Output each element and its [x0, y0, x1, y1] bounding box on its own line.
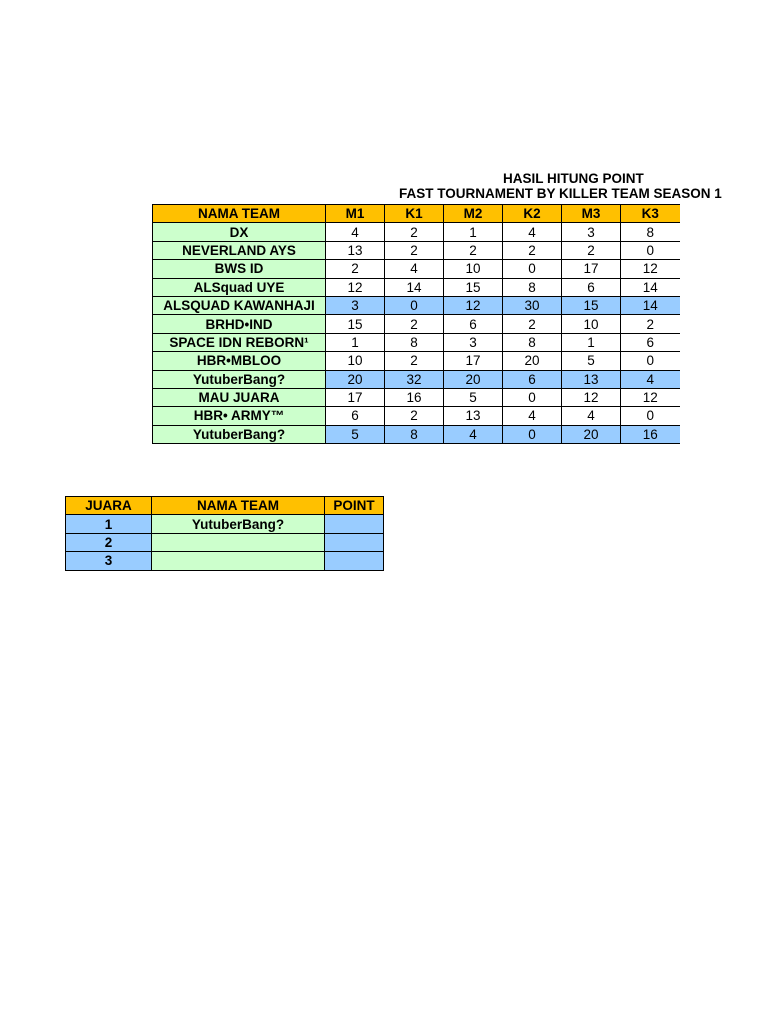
score-cell[interactable]: 5 [562, 352, 621, 370]
rank-cell[interactable]: 1 [66, 515, 152, 533]
score-cell[interactable]: 2 [385, 315, 444, 333]
score-cell[interactable]: 0 [503, 388, 562, 406]
header-juara[interactable]: JUARA [66, 497, 152, 515]
score-cell[interactable]: 13 [326, 241, 385, 259]
score-cell[interactable]: 8 [385, 333, 444, 351]
score-cell[interactable]: 13 [444, 407, 503, 425]
score-cell[interactable]: 12 [562, 388, 621, 406]
point-cell[interactable] [325, 533, 384, 551]
header-nama-team[interactable]: NAMA TEAM [153, 205, 326, 223]
score-cell[interactable]: 6 [503, 370, 562, 388]
table-row [153, 260, 680, 278]
point-cell[interactable] [325, 515, 384, 533]
header-winner-nama-team[interactable]: NAMA TEAM [152, 497, 325, 515]
rank-cell[interactable]: 3 [66, 552, 152, 570]
score-cell[interactable]: 1 [326, 333, 385, 351]
score-cell[interactable]: 14 [621, 296, 680, 314]
score-cell[interactable]: 8 [621, 223, 680, 241]
score-cell[interactable]: 10 [444, 260, 503, 278]
score-cell[interactable]: 0 [621, 241, 680, 259]
team-name-cell[interactable]: YutuberBang? [153, 425, 326, 443]
score-cell[interactable]: 13 [562, 370, 621, 388]
team-name-cell[interactable]: ALSQUAD KAWANHAJI [153, 296, 326, 314]
score-cell[interactable]: 15 [562, 296, 621, 314]
sheet-title: HASIL HITUNG POINT [503, 171, 644, 186]
score-cell[interactable]: 0 [503, 425, 562, 443]
score-cell[interactable]: 12 [621, 388, 680, 406]
points-table [152, 204, 680, 444]
point-cell[interactable] [325, 552, 384, 570]
score-cell[interactable]: 2 [562, 241, 621, 259]
winners-table-header-row [66, 497, 384, 515]
header-point[interactable]: POINT [325, 497, 384, 515]
score-cell[interactable]: 20 [562, 425, 621, 443]
points-table-header-row [153, 205, 680, 223]
header-k1[interactable]: K1 [385, 205, 444, 223]
score-cell[interactable]: 2 [621, 315, 680, 333]
team-name-cell[interactable]: HBR•MBLOO [153, 352, 326, 370]
score-cell[interactable]: 4 [621, 370, 680, 388]
score-cell[interactable]: 5 [326, 425, 385, 443]
table-row [66, 533, 384, 551]
team-name-cell[interactable]: YutuberBang? [153, 370, 326, 388]
score-cell[interactable]: 1 [562, 333, 621, 351]
table-row [153, 407, 680, 425]
sheet-subtitle: FAST TOURNAMENT BY KILLER TEAM SEASON 1 [399, 186, 722, 201]
score-cell[interactable]: 15 [326, 315, 385, 333]
score-cell[interactable]: 0 [621, 352, 680, 370]
table-row [153, 388, 680, 406]
rank-cell[interactable]: 2 [66, 533, 152, 551]
score-cell[interactable]: 5 [444, 388, 503, 406]
team-name-cell[interactable]: NEVERLAND AYS [153, 241, 326, 259]
winner-name-cell[interactable] [152, 552, 325, 570]
score-cell[interactable]: 2 [385, 352, 444, 370]
team-name-cell[interactable]: SPACE IDN REBORN¹ [153, 333, 326, 351]
score-cell[interactable]: 20 [326, 370, 385, 388]
score-cell[interactable]: 16 [385, 388, 444, 406]
score-cell[interactable]: 16 [621, 425, 680, 443]
score-cell[interactable]: 4 [385, 260, 444, 278]
score-cell[interactable]: 4 [326, 223, 385, 241]
score-cell[interactable]: 6 [326, 407, 385, 425]
score-cell[interactable]: 2 [326, 260, 385, 278]
score-cell[interactable]: 10 [562, 315, 621, 333]
team-name-cell[interactable]: BWS ID [153, 260, 326, 278]
table-row [153, 352, 680, 370]
score-cell[interactable]: 2 [385, 223, 444, 241]
score-cell[interactable]: 2 [503, 315, 562, 333]
score-cell[interactable]: 2 [503, 241, 562, 259]
score-cell[interactable]: 30 [503, 296, 562, 314]
table-row [153, 241, 680, 259]
table-row [153, 223, 680, 241]
score-cell[interactable]: 8 [385, 425, 444, 443]
score-cell[interactable]: 8 [503, 278, 562, 296]
score-cell[interactable]: 3 [562, 223, 621, 241]
winner-name-cell[interactable]: YutuberBang? [152, 515, 325, 533]
score-cell[interactable]: 4 [503, 223, 562, 241]
score-cell[interactable]: 4 [503, 407, 562, 425]
score-cell[interactable]: 12 [621, 260, 680, 278]
table-row [153, 278, 680, 296]
score-cell[interactable]: 10 [326, 352, 385, 370]
score-cell[interactable]: 17 [326, 388, 385, 406]
winner-name-cell[interactable] [152, 533, 325, 551]
score-cell[interactable]: 4 [444, 425, 503, 443]
table-row [153, 333, 680, 351]
team-name-cell[interactable]: HBR• ARMY™ [153, 407, 326, 425]
header-k3[interactable]: K3 [621, 205, 680, 223]
score-cell[interactable]: 20 [503, 352, 562, 370]
score-cell[interactable]: 14 [621, 278, 680, 296]
team-name-cell[interactable]: MAU JUARA [153, 388, 326, 406]
team-name-cell[interactable]: BRHD•IND [153, 315, 326, 333]
table-row [153, 315, 680, 333]
score-cell[interactable]: 0 [385, 296, 444, 314]
header-m1[interactable]: M1 [326, 205, 385, 223]
score-cell[interactable]: 17 [562, 260, 621, 278]
header-m2[interactable]: M2 [444, 205, 503, 223]
score-cell[interactable]: 8 [503, 333, 562, 351]
score-cell[interactable]: 4 [562, 407, 621, 425]
score-cell[interactable]: 1 [444, 223, 503, 241]
team-name-cell[interactable]: DX [153, 223, 326, 241]
score-cell[interactable]: 3 [444, 333, 503, 351]
score-cell[interactable]: 0 [621, 407, 680, 425]
score-cell[interactable]: 2 [385, 241, 444, 259]
table-row [153, 296, 680, 314]
header-m3[interactable]: M3 [562, 205, 621, 223]
score-cell[interactable]: 2 [385, 407, 444, 425]
table-row [153, 425, 680, 443]
table-row [153, 370, 680, 388]
team-name-cell[interactable]: ALSquad UYE [153, 278, 326, 296]
score-cell[interactable]: 17 [444, 352, 503, 370]
score-cell[interactable]: 3 [326, 296, 385, 314]
winners-table [65, 496, 384, 571]
score-cell[interactable]: 6 [562, 278, 621, 296]
score-cell[interactable]: 0 [503, 260, 562, 278]
score-cell[interactable]: 14 [385, 278, 444, 296]
score-cell[interactable]: 12 [444, 296, 503, 314]
score-cell[interactable]: 6 [621, 333, 680, 351]
header-k2[interactable]: K2 [503, 205, 562, 223]
score-cell[interactable]: 12 [326, 278, 385, 296]
score-cell[interactable]: 32 [385, 370, 444, 388]
score-cell[interactable]: 6 [444, 315, 503, 333]
table-row [66, 552, 384, 570]
table-row [66, 515, 384, 533]
score-cell[interactable]: 15 [444, 278, 503, 296]
score-cell[interactable]: 20 [444, 370, 503, 388]
score-cell[interactable]: 2 [444, 241, 503, 259]
